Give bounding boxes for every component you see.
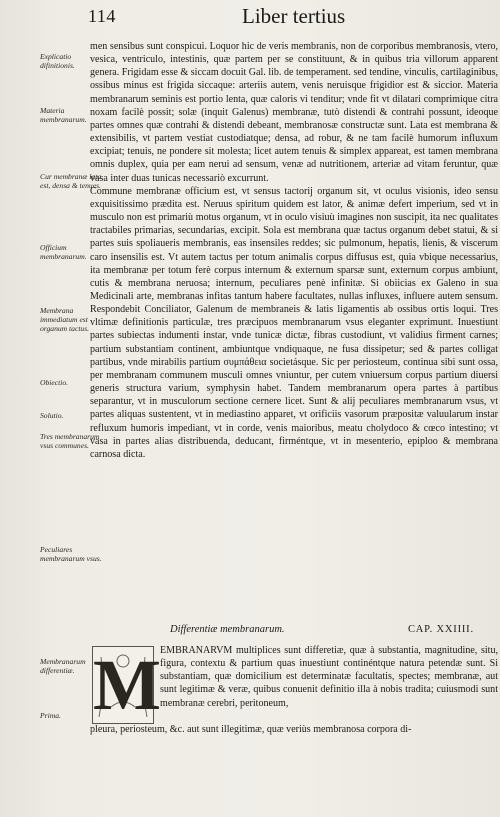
page-number: 114 (88, 6, 116, 26)
page-header (0, 0, 500, 40)
chapter-title: Differentiæ membranarum. (170, 624, 285, 635)
chapter-number: CAP. XXIIII. (408, 624, 474, 635)
chapter-heading (90, 622, 495, 640)
decorated-initial (92, 645, 161, 725)
main-text (90, 40, 498, 461)
paragraph: Commune membranæ officium est, vt sensus tactorij organum sit, vt oculus visionis, ideo sensu exquisitissimo prædita est. Neruus spiritum quidem est lator, & animæ defert imperium, sed vt in musculo non est primariù motus organum, vt in oculo visiuù imagines non suscipit, ita nec qualitates tractabiles primarias, secundarias, excipit. Sola est membrana quæ tactus organum debet statui, & si partes suis spoliaueris membranis, eas insensiles reddes; sic pulmonum, hepatis, lienis, & viscerum caro insensilis est. Vt autem tactus per totum animalis corpus diffusus est, quia vbique necessarius, ita membranæ per totum ferè corpus internum & externum sparsæ sunt, externum corpus ambiunt, cutis & membrana neruosa; internum, peculiares penè infinitæ. Si obiicias ex Galeno in sua Medicinali arte, membranas infitas tantum habere facultates, nullas influxes, influere autem sensum. Respondebit Conciliator, Galenum de membraneis & latis ligamentis ab ossibus ortis loqui. Tres vltimæ definitionis particulæ, tres præcipuos membranarum vsus eleganter exprimunt. Inuestiunt partes subiectas indumenti instar, vnde tunicæ dictæ, fibras custodiunt, vt validius firment carnes; partium substantiam continent, ambiuntque vndiquaque, ne fusa dissipetur; sed & partes colligat partibus, vnde mirabilis partium συμπάθεια societásque. Sic per periosteum, continua sibi sunt ossa, per membranam communem musculi omnes vniuntur, per cutem vniuersum corpus partium diuersi generis structura varium, symphysin habet. Tandem membranarum opera partes à partibus separantur, vt in musculorum sectione cernere licet. Sunt & alij peculiares membranarum vsus, vt partes aliquas sustentent, vt in mediastino apparet, vt orificiis vasorum præpositæ valuularum instar refluxum humoris impediant, vt in corde, venis maioribus, meatu cholydoco & cœco intestino; vt vasa in partes alias distribuenda, deducant, firméntque, vt in mesenterio, epiploo & membrana carnosa dicta. (90, 185, 498, 460)
margin-note: Explicatio difinitionis. (40, 52, 75, 70)
margin-note: Officium membranarum. (40, 243, 87, 261)
chapter-text: EMBRANARVM multiplices sunt differetiæ, quæ à substantia, magnitudine, situ, figura, contextu & partium quas inuestiunt continéntque natura petendæ sunt. Si substantiam, quæ domicilium est determinatæ facultatis, spectes; membranæ, aut sunt legitimæ & veræ, quibus conuenit definitio illa à nobis tradita; cuiusmodi sunt membranæ cerebri, peritoneum, (160, 645, 498, 709)
paragraph: men sensibus sunt conspicui. Loquor hic de veris membranis, non de corporibus membranosis, vtero, vesica, ventriculo, intestinis, quæ partem per se constituunt, & in quibus tria villorum apparent genera. Frigidam esse & siccam docuit Gal. lib. de temperament. sed tendine, vinculis, cartilaginibus, ossibus minus est frigida siccaque: arteriis autem, venis neruisque frigidior est & siccior. Materia membranarum seminis est portio lenta, quæ caloris vi tenditur; vnde fit vt dilatari comprimique citra noxam facilè possit; solæ (inquit Galenus) membranæ, tutò distendi & contrahi possunt, ideoque partes omnes quæ contrahi & distendi debeant, membranosæ constructæ sunt. Lata est membrana & extensibilis, vt partem vestiat custodiatque; densa, ad robur, & ne tam facilè humorum influxum excipiat; tenuis, ne pondere sit molesta; licet autem tenuis & simplex appareat, est tamen membrana omnis duplex, quia per eam nerui ad sensum, venæ ad nutritionem, arteriæ ad vitam feruntur, quæ vasa inter duas tunicas necessariò excurrunt. (90, 41, 498, 184)
margin-note: Tres membranarum vsus communes. (40, 432, 100, 450)
margin-note: Cur membranæ lata est, densa & tenues. (40, 172, 102, 190)
margin-note: Solutio. (40, 411, 64, 420)
margin-note: Obiectio. (40, 378, 69, 387)
margin-note: Membrana immediatum est organum tactus. (40, 306, 90, 333)
chapter-text-continued: pleura, periosteum, &c. aut sunt illegitimæ, quæ veriùs membranosa corpora di- (90, 724, 412, 735)
margin-note: Peculiares membranarum vsus. (40, 545, 102, 563)
margin-note: Materia membranarum. (40, 106, 87, 124)
running-title: Liber tertius (242, 4, 346, 28)
margin-note: Prima. (40, 711, 61, 720)
initial-letter: M (93, 645, 161, 725)
margin-note: Membranarum differentiæ. (40, 657, 86, 675)
